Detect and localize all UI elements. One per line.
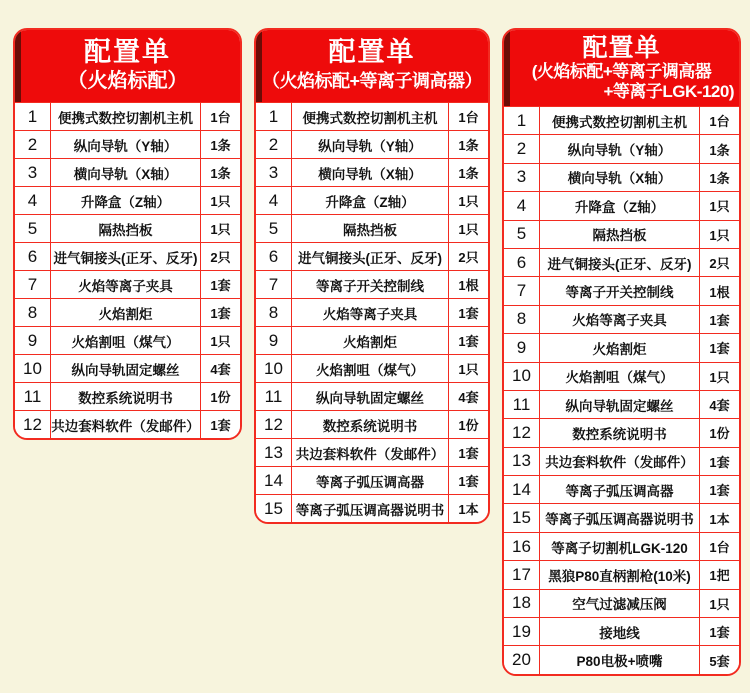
table-row xyxy=(504,447,739,475)
row-number: 5 xyxy=(256,215,292,242)
row-quantity: 1把 xyxy=(699,561,739,588)
row-quantity: 1只 xyxy=(699,363,739,390)
row-number: 10 xyxy=(504,363,540,390)
row-quantity: 1套 xyxy=(200,411,240,438)
row-number: 10 xyxy=(15,355,51,382)
row-quantity: 1套 xyxy=(699,448,739,475)
table-row xyxy=(504,560,739,588)
row-number: 8 xyxy=(256,299,292,326)
row-number: 8 xyxy=(15,299,51,326)
table-subtitle xyxy=(256,68,488,95)
row-number: 9 xyxy=(15,327,51,354)
row-item-name: 进气铜接头(正牙、反牙) xyxy=(298,250,442,266)
row-number: 11 xyxy=(504,391,540,418)
row-number: 11 xyxy=(256,383,292,410)
row-quantity: 1条 xyxy=(200,159,240,186)
row-quantity: 1只 xyxy=(699,192,739,219)
table-title: 配置单 xyxy=(328,37,416,67)
row-item-name: 数控系统说明书 xyxy=(322,418,418,434)
row-item-name: 火焰割咀（煤气） xyxy=(565,370,674,386)
row-item-name: 隔热挡板 xyxy=(592,228,647,244)
table-row xyxy=(256,354,488,382)
row-quantity: 5套 xyxy=(699,646,739,673)
row-number: 2 xyxy=(504,135,540,162)
table-row xyxy=(15,102,240,130)
row-number: 8 xyxy=(504,306,540,333)
row-number: 12 xyxy=(15,411,51,438)
row-number: 4 xyxy=(15,187,51,214)
table-row xyxy=(504,276,739,304)
table-row xyxy=(256,494,488,522)
row-item-name: 火焰割炬 xyxy=(343,334,397,350)
table-row xyxy=(256,326,488,354)
table-rows xyxy=(256,102,488,522)
table-row xyxy=(15,242,240,270)
row-number: 20 xyxy=(504,646,540,673)
row-quantity: 1只 xyxy=(699,221,739,248)
row-item-name: 便携式数控切割机主机 xyxy=(552,114,687,130)
table-row xyxy=(256,102,488,130)
row-quantity: 1套 xyxy=(699,476,739,503)
row-item-name: 纵向导轨（Y轴） xyxy=(567,143,672,159)
row-item-name: 升降盒（Z轴） xyxy=(80,194,171,210)
row-quantity: 4套 xyxy=(699,391,739,418)
table-title: 配置单 xyxy=(84,37,171,67)
row-number: 3 xyxy=(504,164,540,191)
row-number: 3 xyxy=(15,159,51,186)
row-number: 9 xyxy=(256,327,292,354)
table-title: 配置单 xyxy=(582,33,661,62)
table-row xyxy=(504,390,739,418)
table-row xyxy=(15,326,240,354)
row-quantity: 1根 xyxy=(448,271,488,298)
table-row xyxy=(504,163,739,191)
row-item-name: 空气过滤减压阀 xyxy=(572,597,667,613)
table-row xyxy=(256,130,488,158)
row-number: 13 xyxy=(504,448,540,475)
row-item-name: 火焰割咀（煤气） xyxy=(71,334,180,350)
row-item-name: 等离子切割机LGK-120 xyxy=(551,540,688,556)
table-row xyxy=(504,191,739,219)
table-row xyxy=(256,298,488,326)
row-quantity: 1份 xyxy=(448,411,488,438)
row-item-name: 进气铜接头(正牙、反牙) xyxy=(547,256,692,272)
row-quantity: 1条 xyxy=(448,131,488,158)
row-quantity: 1套 xyxy=(699,334,739,361)
table-row xyxy=(256,186,488,214)
row-quantity: 1条 xyxy=(699,164,739,191)
table-subtitle-line: （火焰标配+等离子调高器） xyxy=(261,71,482,91)
row-number: 11 xyxy=(15,383,51,410)
table-row xyxy=(504,645,739,673)
row-item-name: 火焰等离子夹具 xyxy=(78,278,173,294)
row-quantity: 1台 xyxy=(699,533,739,560)
row-number: 7 xyxy=(15,271,51,298)
row-item-name: 等离子弧压调高器说明书 xyxy=(295,502,445,518)
row-item-name: 接地线 xyxy=(599,625,640,641)
table-row xyxy=(15,214,240,242)
row-quantity: 1只 xyxy=(448,187,488,214)
row-item-name: 等离子开关控制线 xyxy=(565,285,674,301)
row-number: 4 xyxy=(256,187,292,214)
config-table-card xyxy=(13,28,242,440)
table-row xyxy=(504,106,739,134)
row-number: 2 xyxy=(256,131,292,158)
row-number: 2 xyxy=(15,131,51,158)
row-quantity: 1台 xyxy=(200,103,240,130)
row-item-name: 横向导轨（X轴） xyxy=(318,166,422,182)
row-item-name: 火焰等离子夹具 xyxy=(572,313,667,329)
row-number: 6 xyxy=(504,249,540,276)
row-number: 6 xyxy=(15,243,51,270)
row-item-name: 共边套料软件（发邮件） xyxy=(545,455,694,471)
row-item-name: 便携式数控切割机主机 xyxy=(58,110,193,126)
row-quantity: 1条 xyxy=(200,131,240,158)
row-quantity: 1套 xyxy=(200,299,240,326)
row-number: 7 xyxy=(504,277,540,304)
row-quantity: 1套 xyxy=(448,299,488,326)
table-row xyxy=(504,617,739,645)
row-number: 12 xyxy=(256,411,292,438)
table-row xyxy=(504,475,739,503)
row-quantity: 4套 xyxy=(200,355,240,382)
row-item-name: 纵向导轨固定螺丝 xyxy=(316,390,424,406)
table-subtitle xyxy=(504,62,739,102)
row-item-name: 等离子弧压调高器 xyxy=(565,483,674,499)
table-subtitle-line: (火焰标配+等离子调高器 xyxy=(531,61,712,81)
table-header xyxy=(504,30,739,106)
table-row xyxy=(15,130,240,158)
table-row xyxy=(504,503,739,531)
row-item-name: 共边套料软件（发邮件） xyxy=(295,446,445,462)
row-number: 5 xyxy=(15,215,51,242)
table-row xyxy=(15,298,240,326)
row-item-name: 等离子弧压调高器 xyxy=(316,474,424,490)
table-row xyxy=(504,305,739,333)
row-item-name: P80电极+喷嘴 xyxy=(576,654,663,670)
row-quantity: 1套 xyxy=(200,271,240,298)
row-number: 19 xyxy=(504,618,540,645)
row-item-name: 升降盒（Z轴） xyxy=(574,199,665,215)
row-number: 15 xyxy=(504,504,540,531)
table-row xyxy=(256,410,488,438)
row-quantity: 1套 xyxy=(448,439,488,466)
row-number: 13 xyxy=(256,439,292,466)
table-row xyxy=(504,248,739,276)
row-number: 16 xyxy=(504,533,540,560)
row-item-name: 纵向导轨固定螺丝 xyxy=(71,362,180,378)
row-item-name: 火焰割炬 xyxy=(98,306,153,322)
row-item-name: 横向导轨（X轴） xyxy=(567,171,672,187)
row-quantity: 1条 xyxy=(448,159,488,186)
config-table-card xyxy=(254,28,490,524)
row-quantity: 1根 xyxy=(699,277,739,304)
row-item-name: 数控系统说明书 xyxy=(78,390,173,406)
table-row xyxy=(256,242,488,270)
row-number: 14 xyxy=(504,476,540,503)
row-item-name: 纵向导轨固定螺丝 xyxy=(565,398,674,414)
table-row xyxy=(504,532,739,560)
row-item-name: 纵向导轨（Y轴） xyxy=(318,138,422,154)
row-number: 1 xyxy=(15,103,51,130)
row-item-name: 隔热挡板 xyxy=(98,222,153,238)
table-row xyxy=(15,186,240,214)
table-row xyxy=(256,438,488,466)
table-row xyxy=(256,382,488,410)
row-quantity: 2只 xyxy=(448,243,488,270)
table-row xyxy=(15,410,240,438)
table-row xyxy=(256,466,488,494)
row-number: 4 xyxy=(504,192,540,219)
row-item-name: 黑狼P80直柄割枪(10米) xyxy=(548,568,691,584)
row-number: 14 xyxy=(256,467,292,494)
row-item-name: 隔热挡板 xyxy=(343,222,397,238)
table-row xyxy=(256,158,488,186)
row-quantity: 1只 xyxy=(448,355,488,382)
row-number: 1 xyxy=(504,107,540,134)
row-number: 7 xyxy=(256,271,292,298)
row-item-name: 进气铜接头(正牙、反牙) xyxy=(53,250,198,266)
row-number: 18 xyxy=(504,590,540,617)
table-row xyxy=(504,333,739,361)
row-quantity: 1套 xyxy=(699,618,739,645)
table-row xyxy=(15,158,240,186)
row-quantity: 1台 xyxy=(699,107,739,134)
table-rows xyxy=(504,106,739,674)
table-subtitle-line: （火焰标配） xyxy=(67,70,188,92)
row-item-name: 横向导轨（X轴） xyxy=(73,166,178,182)
table-subtitle xyxy=(15,68,240,95)
row-quantity: 1只 xyxy=(200,187,240,214)
row-quantity: 1套 xyxy=(448,327,488,354)
config-table-card xyxy=(502,28,741,676)
row-quantity: 1条 xyxy=(699,135,739,162)
table-row xyxy=(15,354,240,382)
table-row xyxy=(504,589,739,617)
row-quantity: 1份 xyxy=(200,383,240,410)
table-rows xyxy=(15,102,240,438)
row-quantity: 1本 xyxy=(448,495,488,522)
table-row xyxy=(15,382,240,410)
row-quantity: 1只 xyxy=(200,327,240,354)
table-header xyxy=(15,30,240,102)
row-quantity: 4套 xyxy=(448,383,488,410)
row-quantity: 1套 xyxy=(448,467,488,494)
row-number: 6 xyxy=(256,243,292,270)
row-number: 10 xyxy=(256,355,292,382)
row-number: 1 xyxy=(256,103,292,130)
row-item-name: 数控系统说明书 xyxy=(572,426,667,442)
row-quantity: 1只 xyxy=(200,215,240,242)
table-row xyxy=(504,418,739,446)
row-item-name: 纵向导轨（Y轴） xyxy=(73,138,178,154)
row-number: 12 xyxy=(504,419,540,446)
row-item-name: 等离子弧压调高器说明书 xyxy=(545,512,694,528)
row-item-name: 便携式数控切割机主机 xyxy=(302,110,438,126)
row-quantity: 1台 xyxy=(448,103,488,130)
row-item-name: 升降盒（Z轴） xyxy=(325,194,415,210)
row-quantity: 1本 xyxy=(699,504,739,531)
row-item-name: 火焰等离子夹具 xyxy=(322,306,418,322)
row-quantity: 1只 xyxy=(448,215,488,242)
row-number: 5 xyxy=(504,221,540,248)
row-quantity: 1份 xyxy=(699,419,739,446)
row-item-name: 等离子开关控制线 xyxy=(316,278,424,294)
row-quantity: 1套 xyxy=(699,306,739,333)
table-row xyxy=(256,214,488,242)
row-number: 17 xyxy=(504,561,540,588)
table-header xyxy=(256,30,488,102)
table-row xyxy=(504,220,739,248)
row-item-name: 共边套料软件（发邮件） xyxy=(51,418,200,434)
table-row xyxy=(15,270,240,298)
table-row xyxy=(504,362,739,390)
row-quantity: 2只 xyxy=(699,249,739,276)
row-quantity: 2只 xyxy=(200,243,240,270)
row-number: 9 xyxy=(504,334,540,361)
table-row xyxy=(256,270,488,298)
row-number: 15 xyxy=(256,495,292,522)
table-subtitle-line: +等离子LGK-120) xyxy=(603,81,734,101)
row-quantity: 1只 xyxy=(699,590,739,617)
row-number: 3 xyxy=(256,159,292,186)
row-item-name: 火焰割炬 xyxy=(592,341,647,357)
table-row xyxy=(504,134,739,162)
row-item-name: 火焰割咀（煤气） xyxy=(316,362,424,378)
